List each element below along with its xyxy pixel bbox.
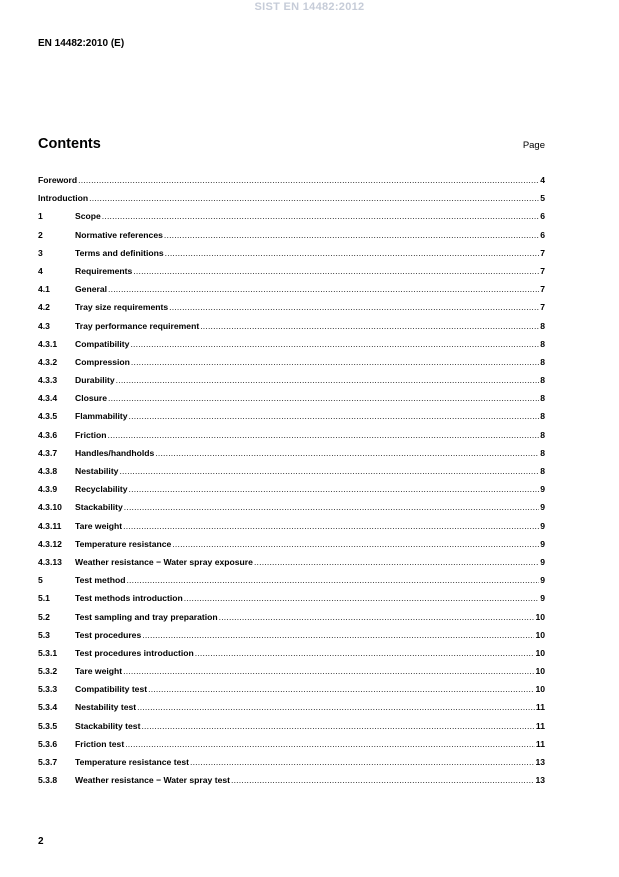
toc-entry-number: 5 — [38, 575, 43, 586]
toc-entry-page: 10 — [535, 666, 545, 677]
toc-entry[interactable] — [38, 374, 545, 392]
toc-entry-title: Recyclability — [75, 484, 128, 495]
toc-entry[interactable] — [38, 538, 545, 556]
table-of-contents — [38, 174, 545, 792]
toc-entry-title: Tare weight — [75, 520, 123, 531]
toc-entry-title: Compatibility — [75, 338, 130, 349]
toc-entry-page: 7 — [540, 284, 545, 295]
toc-entry-number: 4.2 — [38, 302, 50, 313]
toc-leader-dots — [131, 356, 539, 368]
toc-entry-page: 8 — [540, 447, 545, 458]
toc-entry-page: 9 — [540, 520, 545, 531]
toc-leader-dots — [142, 629, 534, 641]
toc-entry-title: Scope — [75, 211, 101, 222]
toc-entry-title: Requirements — [75, 265, 133, 276]
toc-entry[interactable] — [38, 229, 545, 247]
toc-entry-page: 8 — [540, 375, 545, 386]
toc-entry-title: Test methods introduction — [75, 593, 183, 604]
toc-leader-dots — [108, 392, 539, 404]
toc-entry-page: 7 — [540, 247, 545, 258]
toc-entry-page: 7 — [540, 302, 545, 313]
toc-entry-number: 4.3.7 — [38, 447, 58, 458]
toc-entry-number: 4.3.10 — [38, 502, 62, 513]
toc-entry-number: 5.3 — [38, 629, 50, 640]
toc-entry-title: Friction — [75, 429, 107, 440]
toc-entry-page: 10 — [535, 684, 545, 695]
toc-entry-number: 5.1 — [38, 593, 50, 604]
toc-entry-number: 5.3.7 — [38, 757, 58, 767]
toc-leader-dots — [164, 229, 539, 241]
toc-entry-title: Handles/handholds — [75, 447, 155, 458]
toc-entry-number: 4.3.6 — [38, 429, 58, 440]
toc-entry-number: 5.3.8 — [38, 775, 58, 786]
toc-entry[interactable] — [38, 738, 545, 756]
toc-entry-title: Compression — [75, 356, 130, 367]
toc-entry[interactable] — [38, 611, 545, 629]
toc-entry-page: 9 — [540, 575, 545, 586]
toc-entry-number: 4.3 — [38, 320, 50, 331]
toc-entry[interactable] — [38, 447, 545, 465]
toc-entry-number: 4.3.3 — [38, 375, 58, 386]
toc-leader-dots — [116, 374, 540, 386]
toc-entry-number: 5.3.5 — [38, 720, 58, 731]
toc-leader-dots — [195, 647, 535, 659]
toc-entry-title: Weather resistance − Water spray exposure — [75, 556, 253, 567]
contents-heading: Contents — [38, 136, 101, 152]
toc-leader-dots — [89, 192, 539, 204]
toc-entry[interactable] — [38, 356, 545, 374]
toc-entry-page: 11 — [535, 702, 545, 713]
toc-entry[interactable] — [38, 465, 545, 483]
toc-entry[interactable] — [38, 192, 545, 210]
toc-entry-page: 13 — [535, 775, 545, 786]
toc-entry-title: Tray performance requirement — [75, 320, 200, 331]
toc-entry-page: 8 — [540, 411, 545, 422]
toc-entry-number: 4.3.4 — [38, 393, 58, 404]
page-number: 2 — [38, 836, 44, 847]
toc-entry-title: Foreword — [38, 175, 78, 185]
toc-entry-page: 10 — [535, 629, 545, 640]
toc-leader-dots — [124, 501, 539, 513]
toc-entry-title: Stackability — [75, 502, 123, 513]
toc-entry-title: Flammability — [75, 411, 128, 422]
toc-leader-dots — [169, 301, 539, 313]
toc-leader-dots — [254, 556, 539, 568]
toc-entry-page: 5 — [540, 193, 545, 204]
toc-entry[interactable] — [38, 320, 545, 338]
toc-entry-number: 2 — [38, 229, 43, 240]
toc-leader-dots — [165, 247, 540, 259]
toc-entry-title: Test sampling and tray preparation — [75, 611, 218, 622]
toc-leader-dots — [172, 538, 539, 550]
toc-entry-page: 7 — [540, 265, 545, 276]
toc-entry-title: Introduction — [38, 193, 89, 204]
toc-entry-title: General — [75, 284, 108, 295]
toc-entry[interactable] — [38, 338, 545, 356]
toc-entry-page: 6 — [540, 211, 545, 222]
toc-entry-page: 9 — [540, 593, 545, 604]
toc-leader-dots — [102, 210, 539, 222]
toc-leader-dots — [108, 429, 540, 441]
document-id: EN 14482:2010 (E) — [38, 38, 125, 49]
toc-entry-title: Test method — [75, 575, 126, 586]
toc-entry-page: 8 — [540, 320, 545, 331]
toc-entry[interactable] — [38, 683, 545, 701]
toc-entry[interactable] — [38, 720, 545, 738]
toc-entry[interactable] — [38, 592, 545, 610]
toc-entry-page: 9 — [540, 484, 545, 495]
toc-entry[interactable] — [38, 556, 545, 574]
toc-entry[interactable] — [38, 483, 545, 501]
toc-entry-page: 8 — [540, 356, 545, 367]
toc-entry-title: Friction test — [75, 738, 125, 749]
toc-entry[interactable] — [38, 520, 545, 538]
toc-entry-page: 13 — [535, 757, 545, 767]
toc-entry[interactable] — [38, 392, 545, 410]
toc-leader-dots — [129, 410, 540, 422]
toc-entry[interactable] — [38, 756, 545, 774]
toc-entry[interactable] — [38, 774, 545, 792]
toc-leader-dots — [126, 574, 539, 586]
toc-entry-number: 5.2 — [38, 611, 50, 622]
toc-entry[interactable] — [38, 301, 545, 319]
watermark: SIST EN 14482:2012 — [254, 1, 365, 13]
toc-leader-dots — [133, 265, 539, 277]
toc-entry[interactable] — [38, 701, 545, 719]
toc-leader-dots — [123, 665, 534, 677]
toc-entry[interactable] — [38, 629, 545, 647]
toc-entry-number: 5.3.2 — [38, 666, 58, 677]
toc-entry-title: Stackability test — [75, 720, 141, 731]
toc-leader-dots — [125, 738, 535, 750]
toc-entry[interactable] — [38, 247, 545, 265]
toc-entry-page: 11 — [535, 720, 545, 731]
toc-leader-dots — [190, 756, 534, 768]
toc-entry-number: 4.3.9 — [38, 484, 58, 495]
toc-leader-dots — [108, 283, 539, 295]
toc-entry-title: Durability — [75, 375, 115, 386]
toc-entry-title: Temperature resistance — [75, 538, 172, 549]
toc-entry-number: 4.1 — [38, 284, 50, 295]
toc-entry-title: Closure — [75, 393, 107, 404]
toc-entry-number: 4.3.12 — [38, 538, 62, 549]
toc-entry-page: 6 — [540, 229, 545, 240]
toc-entry[interactable] — [38, 210, 545, 228]
toc-entry-page: 9 — [540, 538, 545, 549]
toc-entry-page: 8 — [540, 429, 545, 440]
toc-entry[interactable] — [38, 174, 545, 192]
toc-entry-number: 4.3.8 — [38, 466, 58, 476]
toc-entry-page: 8 — [540, 338, 545, 349]
toc-entry[interactable] — [38, 429, 545, 447]
toc-leader-dots — [200, 320, 539, 332]
toc-entry-page: 10 — [535, 647, 545, 658]
toc-entry-title: Normative references — [75, 229, 163, 240]
toc-entry[interactable] — [38, 665, 545, 683]
toc-entry[interactable] — [38, 647, 545, 665]
toc-entry-page: 10 — [535, 611, 545, 622]
toc-entry-page: 8 — [540, 393, 545, 404]
toc-entry-number: 4.3.13 — [38, 556, 62, 567]
toc-entry-page: 9 — [540, 556, 545, 567]
page-column-label: Page — [522, 140, 545, 151]
toc-entry-title: Tare weight — [75, 666, 123, 677]
toc-entry-number: 5.3.4 — [38, 702, 58, 713]
toc-leader-dots — [219, 611, 535, 623]
toc-entry-title: Test procedures — [75, 629, 142, 640]
toc-entry-page: 9 — [540, 502, 545, 513]
toc-leader-dots — [130, 338, 539, 350]
toc-entry-title: Tray size requirements — [75, 302, 169, 313]
toc-entry[interactable] — [38, 283, 545, 301]
toc-entry-page: 11 — [535, 738, 545, 749]
toc-entry[interactable] — [38, 574, 545, 592]
toc-entry-title: Weather resistance − Water spray test — [75, 775, 230, 786]
toc-leader-dots — [129, 483, 540, 495]
toc-entry[interactable] — [38, 410, 545, 428]
toc-entry-title: Test procedures introduction — [75, 647, 194, 658]
toc-leader-dots — [137, 701, 535, 713]
toc-entry-title: Compatibility test — [75, 684, 148, 695]
toc-entry-number: 4.3.11 — [38, 520, 62, 531]
toc-entry-number: 4 — [38, 265, 43, 276]
toc-entry-page: 4 — [540, 175, 545, 185]
toc-entry-number: 1 — [38, 211, 43, 222]
toc-entry-title: Nestability test — [75, 702, 137, 713]
toc-leader-dots — [155, 447, 539, 459]
toc-entry-title: Terms and definitions — [75, 247, 164, 258]
toc-entry-number: 3 — [38, 247, 43, 258]
toc-leader-dots — [141, 720, 534, 732]
toc-entry-number: 5.3.6 — [38, 738, 58, 749]
toc-entry-number: 4.3.5 — [38, 411, 58, 422]
toc-leader-dots — [123, 520, 539, 532]
toc-entry-title: Nestability — [75, 466, 119, 476]
toc-leader-dots — [148, 683, 534, 695]
toc-entry[interactable] — [38, 265, 545, 283]
toc-entry-number: 5.3.3 — [38, 684, 58, 695]
toc-entry[interactable] — [38, 501, 545, 519]
toc-leader-dots — [231, 774, 534, 786]
toc-entry-number: 5.3.1 — [38, 647, 58, 658]
toc-entry-number: 4.3.2 — [38, 356, 58, 367]
toc-entry-number: 4.3.1 — [38, 338, 58, 349]
toc-leader-dots — [119, 465, 539, 477]
toc-leader-dots — [78, 174, 539, 186]
toc-leader-dots — [184, 592, 539, 604]
toc-entry-page: 8 — [540, 466, 545, 476]
toc-entry-title: Temperature resistance test — [75, 757, 189, 767]
